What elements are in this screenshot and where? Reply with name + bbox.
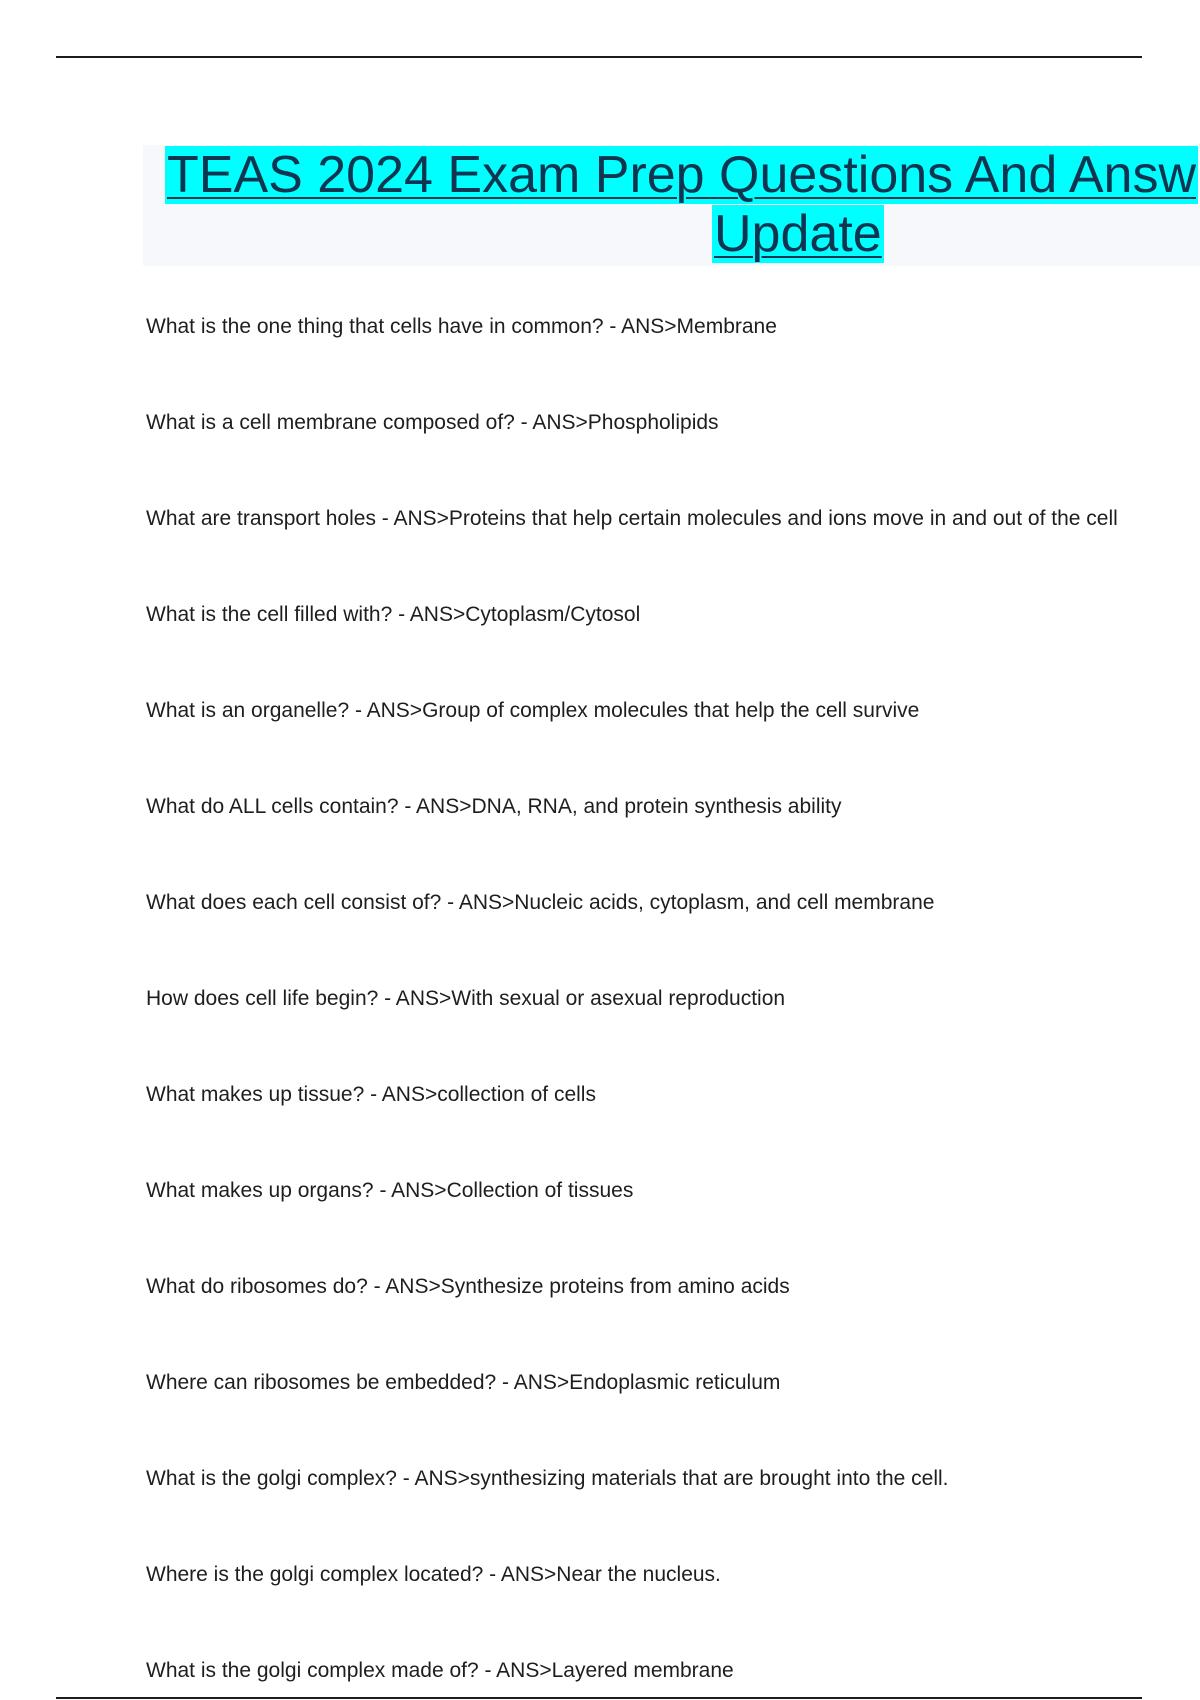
question-answer-list bbox=[146, 312, 1200, 1700]
title-line-2 bbox=[712, 204, 884, 264]
qa-item: What makes up organs? - ANS>Collection of tissues bbox=[146, 1179, 634, 1202]
document-title bbox=[143, 145, 1200, 266]
qa-item: What is the cell filled with? - ANS>Cytoplasm/Cytosol bbox=[146, 603, 641, 626]
qa-item: What is an organelle? - ANS>Group of complex molecules that help the cell survive bbox=[146, 699, 920, 722]
qa-item: What do ALL cells contain? - ANS>DNA, RNA, and protein synthesis ability bbox=[146, 795, 842, 818]
qa-item: Where can ribosomes be embedded? - ANS>Endoplasmic reticulum bbox=[146, 1371, 781, 1394]
qa-item: How does cell life begin? - ANS>With sexual or asexual reproduction bbox=[146, 987, 786, 1010]
qa-item: What is the golgi complex made of? - ANS>Layered membrane bbox=[146, 1659, 734, 1682]
top-rule bbox=[56, 56, 1142, 58]
qa-item: What is a cell membrane composed of? - ANS>Phospholipids bbox=[146, 411, 719, 434]
bottom-rule bbox=[56, 1697, 1142, 1699]
qa-item: What does each cell consist of? - ANS>Nucleic acids, cytoplasm, and cell membrane bbox=[146, 891, 935, 914]
qa-item: Where is the golgi complex located? - ANS>Near the nucleus. bbox=[146, 1563, 721, 1586]
qa-item: What makes up tissue? - ANS>collection of cells bbox=[146, 1083, 596, 1106]
qa-item: What are transport holes - ANS>Proteins that help certain molecules and ions move in and out of the cell bbox=[146, 507, 1118, 530]
qa-item: What do ribosomes do? - ANS>Synthesize proteins from amino acids bbox=[146, 1275, 790, 1298]
qa-item: What is the one thing that cells have in common? - ANS>Membrane bbox=[146, 315, 777, 338]
title-line-1-text: TEAS 2024 Exam Prep Questions And Answ bbox=[167, 146, 1197, 204]
title-line-2-text: Update bbox=[714, 205, 882, 263]
qa-item: What is the golgi complex? - ANS>synthesizing materials that are brought into the cell. bbox=[146, 1467, 949, 1490]
title-line-1 bbox=[165, 145, 1198, 205]
